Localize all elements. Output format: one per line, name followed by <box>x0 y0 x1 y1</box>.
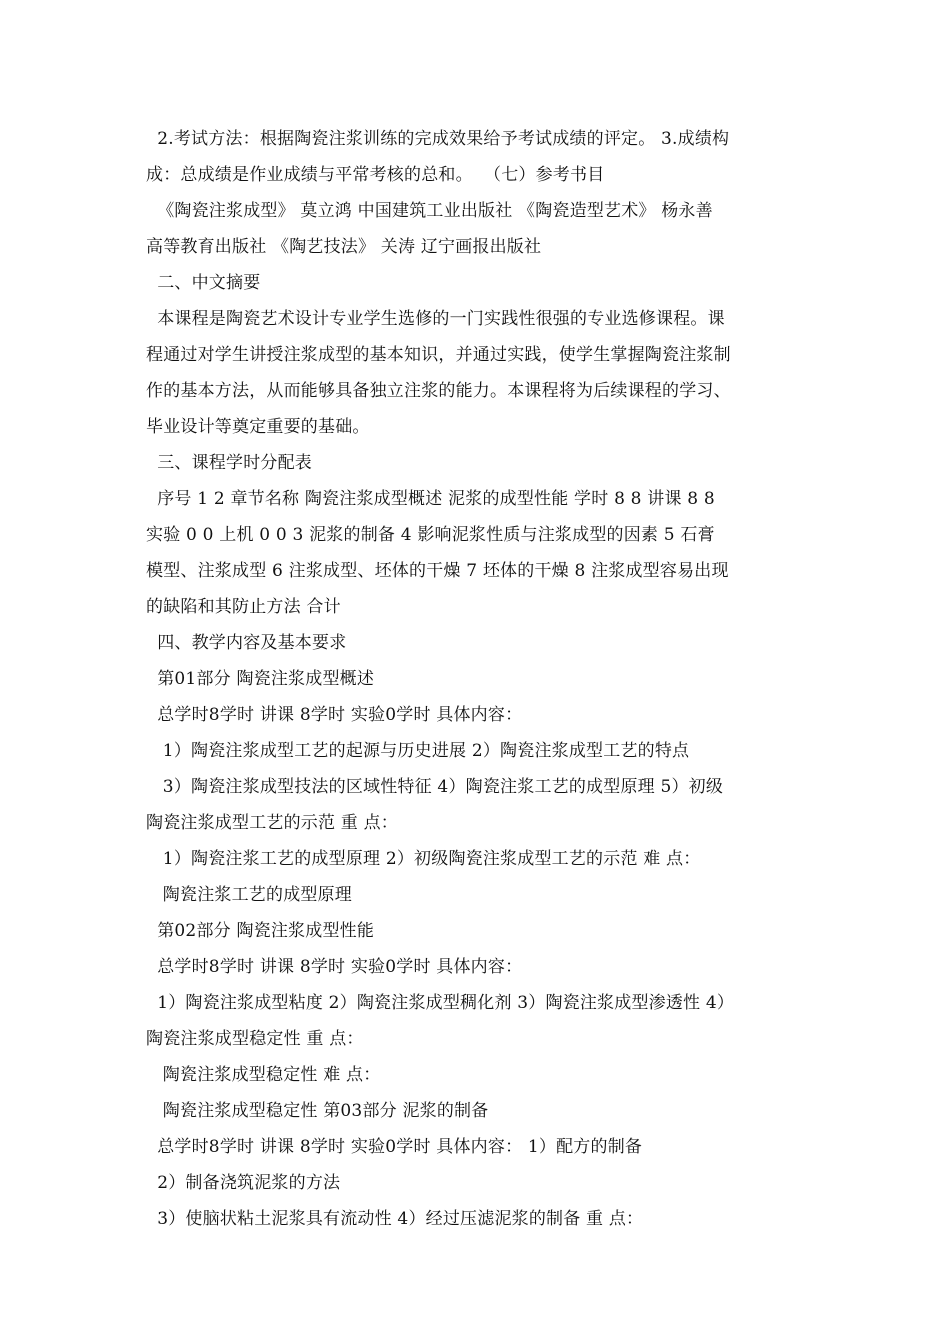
text-line: 1）陶瓷注浆成型工艺的起源与历史进展 2）陶瓷注浆成型工艺的特点 <box>146 741 690 761</box>
text-line: 陶瓷注浆工艺的成型原理 <box>146 885 353 905</box>
text-line: 模型、注浆成型 6 注浆成型、坯体的干燥 7 坯体的干燥 8 注浆成型容易出现 <box>146 561 729 581</box>
text-line: 总学时8学时 讲课 8学时 实验0学时 具体内容： <box>146 957 523 977</box>
text-line: 实验 0 0 上机 0 0 3 泥浆的制备 4 影响泥浆性质与注浆成型的因素 5 石膏 <box>146 525 715 545</box>
text-line: 陶瓷注浆成型稳定性 第03部分 泥浆的制备 <box>146 1101 489 1121</box>
text-line: 3）陶瓷注浆成型技法的区域性特征 4）陶瓷注浆工艺的成型原理 5）初级 <box>146 777 724 797</box>
text-line: 陶瓷注浆成型稳定性 难 点： <box>146 1065 381 1085</box>
text-line: 序号 1 2 章节名称 陶瓷注浆成型概述 泥浆的成型性能 学时 8 8 讲课 8 8 <box>146 489 715 509</box>
text-line: 陶瓷注浆成型稳定性 重 点： <box>146 1029 364 1049</box>
section-heading: 四、教学内容及基本要求 <box>146 633 347 653</box>
text-line: 1）陶瓷注浆成型粘度 2）陶瓷注浆成型稠化剂 3）陶瓷注浆成型渗透性 4） <box>146 993 735 1013</box>
section-heading: 二、中文摘要 <box>146 273 261 293</box>
part-heading: 第02部分 陶瓷注浆成型性能 <box>146 921 375 941</box>
text-line: 本课程是陶瓷艺术设计专业学生选修的一门实践性很强的专业选修课程。课 <box>146 309 725 329</box>
section-heading: 三、课程学时分配表 <box>146 453 313 473</box>
text-line: 毕业设计等奠定重要的基础。 <box>146 417 370 437</box>
text-line: 2.考试方法：根据陶瓷注浆训练的完成效果给予考试成绩的评定。 3.成绩构 <box>146 129 730 149</box>
text-line: 成：总成绩是作业成绩与平常考核的总和。 （七）参考书目 <box>146 165 605 185</box>
text-line: 2）制备浇筑泥浆的方法 <box>146 1173 341 1193</box>
text-line: 陶瓷注浆成型工艺的示范 重 点： <box>146 813 399 833</box>
part-heading: 第01部分 陶瓷注浆成型概述 <box>146 669 375 689</box>
text-line: 总学时8学时 讲课 8学时 实验0学时 具体内容： <box>146 705 523 725</box>
text-line: 总学时8学时 讲课 8学时 实验0学时 具体内容： 1）配方的制备 <box>146 1137 643 1157</box>
text-line: 1）陶瓷注浆工艺的成型原理 2）初级陶瓷注浆成型工艺的示范 难 点： <box>146 849 701 869</box>
text-line: 作的基本方法，从而能够具备独立注浆的能力。本课程将为后续课程的学习、 <box>146 381 731 401</box>
text-line: 程通过对学生讲授注浆成型的基本知识，并通过实践，使学生掌握陶瓷注浆制 <box>146 345 731 365</box>
text-line: 高等教育出版社 《陶艺技法》 关涛 辽宁画报出版社 <box>146 237 542 257</box>
text-line: 《陶瓷注浆成型》 莫立鸿 中国建筑工业出版社 《陶瓷造型艺术》 杨永善 <box>146 201 713 221</box>
text-line: 的缺陷和其防止方法 合计 <box>146 597 341 617</box>
text-line: 3）使脑状粘土泥浆具有流动性 4）经过压滤泥浆的制备 重 点： <box>146 1209 644 1229</box>
